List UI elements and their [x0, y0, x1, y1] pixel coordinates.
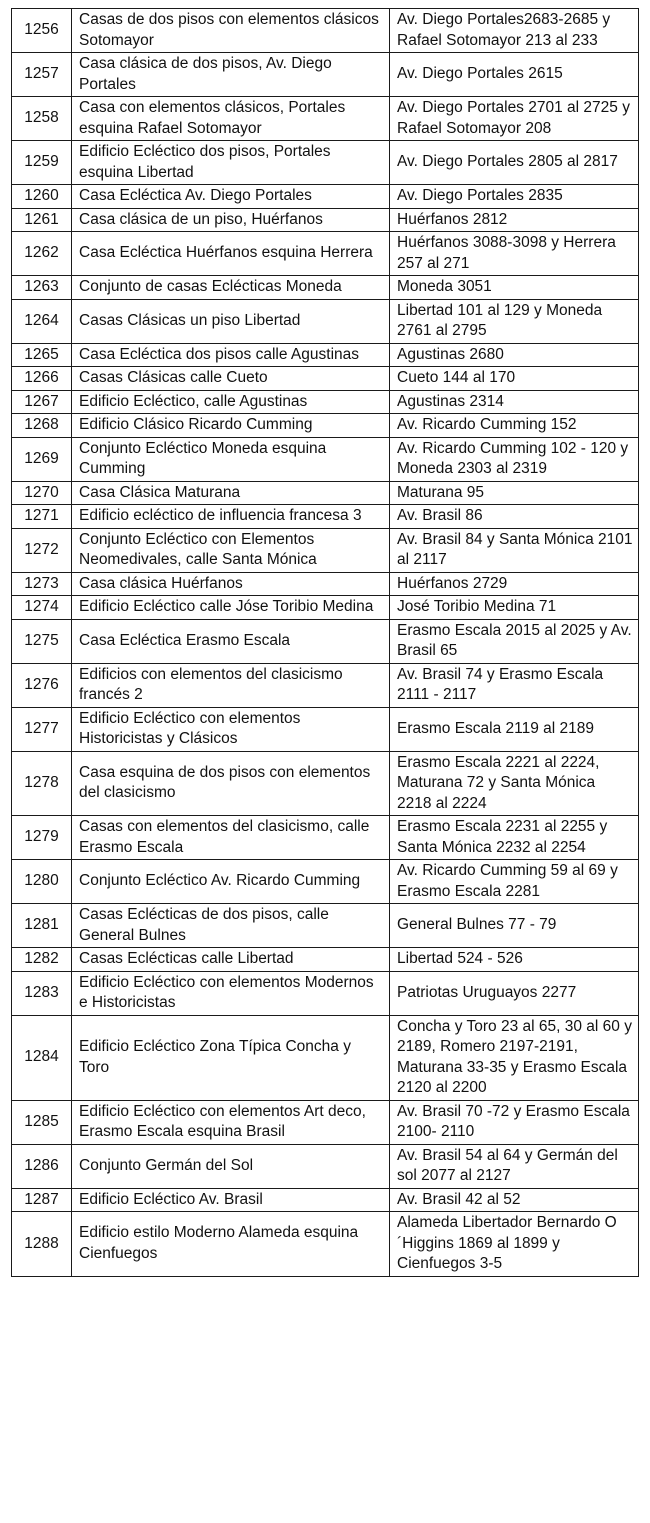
- table-row: [12, 707, 639, 751]
- row-number-cell: 1282: [12, 948, 72, 972]
- table-row: [12, 948, 639, 972]
- building-name-cell: Edificio Ecléctico con elementos Historicistas y Clásicos: [72, 707, 390, 751]
- row-number-cell: 1258: [12, 97, 72, 141]
- address-cell: General Bulnes 77 - 79: [390, 904, 639, 948]
- building-name-cell: Casa Ecléctica Av. Diego Portales: [72, 185, 390, 209]
- address-cell: Erasmo Escala 2119 al 2189: [390, 707, 639, 751]
- row-number-cell: 1285: [12, 1100, 72, 1144]
- table-row: [12, 596, 639, 620]
- table-row: [12, 860, 639, 904]
- address-cell: Av. Diego Portales 2701 al 2725 y Rafael Sotomayor 208: [390, 97, 639, 141]
- table-row: [12, 437, 639, 481]
- row-number-cell: 1264: [12, 299, 72, 343]
- heritage-buildings-table: [11, 8, 639, 1277]
- building-name-cell: Casa Ecléctica dos pisos calle Agustinas: [72, 343, 390, 367]
- address-cell: Maturana 95: [390, 481, 639, 505]
- row-number-cell: 1280: [12, 860, 72, 904]
- building-name-cell: Casa con elementos clásicos, Portales esquina Rafael Sotomayor: [72, 97, 390, 141]
- table-row: [12, 232, 639, 276]
- building-name-cell: Edificio Ecléctico dos pisos, Portales esquina Libertad: [72, 141, 390, 185]
- building-name-cell: Edificio Ecléctico, calle Agustinas: [72, 390, 390, 414]
- building-name-cell: Casa clásica Huérfanos: [72, 572, 390, 596]
- building-name-cell: Edificio Ecléctico con elementos Modernos e Historicistas: [72, 971, 390, 1015]
- building-name-cell: Casas Clásicas calle Cueto: [72, 367, 390, 391]
- address-cell: Agustinas 2680: [390, 343, 639, 367]
- table-row: [12, 97, 639, 141]
- table-row: [12, 505, 639, 529]
- address-cell: Av. Diego Portales2683-2685 y Rafael Sotomayor 213 al 233: [390, 9, 639, 53]
- address-cell: Huérfanos 2729: [390, 572, 639, 596]
- address-cell: Agustinas 2314: [390, 390, 639, 414]
- address-cell: Av. Ricardo Cumming 59 al 69 y Erasmo Escala 2281: [390, 860, 639, 904]
- row-number-cell: 1276: [12, 663, 72, 707]
- building-name-cell: Casa Clásica Maturana: [72, 481, 390, 505]
- table-row: [12, 481, 639, 505]
- address-cell: Huérfanos 3088-3098 y Herrera 257 al 271: [390, 232, 639, 276]
- row-number-cell: 1265: [12, 343, 72, 367]
- address-cell: Av. Diego Portales 2805 al 2817: [390, 141, 639, 185]
- address-cell: Huérfanos 2812: [390, 208, 639, 232]
- building-name-cell: Casas Eclécticas calle Libertad: [72, 948, 390, 972]
- row-number-cell: 1284: [12, 1015, 72, 1100]
- table-row: [12, 414, 639, 438]
- table-row: [12, 816, 639, 860]
- row-number-cell: 1269: [12, 437, 72, 481]
- building-name-cell: Edificio estilo Moderno Alameda esquina Cienfuegos: [72, 1212, 390, 1277]
- row-number-cell: 1288: [12, 1212, 72, 1277]
- table-row: [12, 1212, 639, 1277]
- table-row: [12, 141, 639, 185]
- address-cell: Av. Diego Portales 2835: [390, 185, 639, 209]
- row-number-cell: 1260: [12, 185, 72, 209]
- building-name-cell: Edificio ecléctico de influencia francesa 3: [72, 505, 390, 529]
- address-cell: Av. Brasil 54 al 64 y Germán del sol 2077 al 2127: [390, 1144, 639, 1188]
- address-cell: José Toribio Medina 71: [390, 596, 639, 620]
- table-row: [12, 276, 639, 300]
- table-body: [12, 9, 639, 1277]
- row-number-cell: 1273: [12, 572, 72, 596]
- building-name-cell: Casas Eclécticas de dos pisos, calle General Bulnes: [72, 904, 390, 948]
- row-number-cell: 1278: [12, 751, 72, 816]
- address-cell: Concha y Toro 23 al 65, 30 al 60 y 2189, Romero 2197-2191, Maturana 33-35 y Erasmo Escala 2120 al 2200: [390, 1015, 639, 1100]
- row-number-cell: 1268: [12, 414, 72, 438]
- building-name-cell: Edificio Ecléctico calle Jóse Toribio Medina: [72, 596, 390, 620]
- row-number-cell: 1263: [12, 276, 72, 300]
- table-row: [12, 572, 639, 596]
- address-cell: Erasmo Escala 2231 al 2255 y Santa Mónica 2232 al 2254: [390, 816, 639, 860]
- building-name-cell: Casas Clásicas un piso Libertad: [72, 299, 390, 343]
- table-row: [12, 528, 639, 572]
- row-number-cell: 1267: [12, 390, 72, 414]
- table-row: [12, 390, 639, 414]
- building-name-cell: Edificio Ecléctico Zona Típica Concha y Toro: [72, 1015, 390, 1100]
- table-row: [12, 1100, 639, 1144]
- table-row: [12, 971, 639, 1015]
- row-number-cell: 1261: [12, 208, 72, 232]
- building-name-cell: Casa clásica de un piso, Huérfanos: [72, 208, 390, 232]
- address-cell: Alameda Libertador Bernardo O´Higgins 1869 al 1899 y Cienfuegos 3-5: [390, 1212, 639, 1277]
- row-number-cell: 1287: [12, 1188, 72, 1212]
- table-row: [12, 663, 639, 707]
- address-cell: Cueto 144 al 170: [390, 367, 639, 391]
- address-cell: Av. Brasil 74 y Erasmo Escala 2111 - 2117: [390, 663, 639, 707]
- row-number-cell: 1272: [12, 528, 72, 572]
- table-row: [12, 343, 639, 367]
- address-cell: Libertad 524 - 526: [390, 948, 639, 972]
- row-number-cell: 1286: [12, 1144, 72, 1188]
- row-number-cell: 1259: [12, 141, 72, 185]
- row-number-cell: 1256: [12, 9, 72, 53]
- row-number-cell: 1279: [12, 816, 72, 860]
- building-name-cell: Conjunto Ecléctico con Elementos Neomedivales, calle Santa Mónica: [72, 528, 390, 572]
- row-number-cell: 1274: [12, 596, 72, 620]
- building-name-cell: Edificio Ecléctico Av. Brasil: [72, 1188, 390, 1212]
- table-row: [12, 299, 639, 343]
- table-row: [12, 208, 639, 232]
- address-cell: Patriotas Uruguayos 2277: [390, 971, 639, 1015]
- table-row: [12, 1188, 639, 1212]
- building-name-cell: Casa clásica de dos pisos, Av. Diego Portales: [72, 53, 390, 97]
- address-cell: Av. Brasil 86: [390, 505, 639, 529]
- building-name-cell: Conjunto de casas Eclécticas Moneda: [72, 276, 390, 300]
- building-name-cell: Casa esquina de dos pisos con elementos del clasicismo: [72, 751, 390, 816]
- address-cell: Av. Ricardo Cumming 152: [390, 414, 639, 438]
- building-name-cell: Conjunto Ecléctico Av. Ricardo Cumming: [72, 860, 390, 904]
- row-number-cell: 1266: [12, 367, 72, 391]
- building-name-cell: Edificio Ecléctico con elementos Art deco, Erasmo Escala esquina Brasil: [72, 1100, 390, 1144]
- table-row: [12, 185, 639, 209]
- table-row: [12, 53, 639, 97]
- address-cell: Av. Ricardo Cumming 102 - 120 y Moneda 2303 al 2319: [390, 437, 639, 481]
- address-cell: Erasmo Escala 2221 al 2224, Maturana 72 y Santa Mónica 2218 al 2224: [390, 751, 639, 816]
- table-row: [12, 751, 639, 816]
- building-name-cell: Casa Ecléctica Huérfanos esquina Herrera: [72, 232, 390, 276]
- row-number-cell: 1271: [12, 505, 72, 529]
- row-number-cell: 1283: [12, 971, 72, 1015]
- address-cell: Av. Brasil 42 al 52: [390, 1188, 639, 1212]
- address-cell: Av. Diego Portales 2615: [390, 53, 639, 97]
- row-number-cell: 1281: [12, 904, 72, 948]
- row-number-cell: 1277: [12, 707, 72, 751]
- address-cell: Av. Brasil 70 -72 y Erasmo Escala 2100- 2110: [390, 1100, 639, 1144]
- address-cell: Moneda 3051: [390, 276, 639, 300]
- table-row: [12, 9, 639, 53]
- building-name-cell: Conjunto Ecléctico Moneda esquina Cumming: [72, 437, 390, 481]
- address-cell: Av. Brasil 84 y Santa Mónica 2101 al 2117: [390, 528, 639, 572]
- building-name-cell: Casas de dos pisos con elementos clásicos Sotomayor: [72, 9, 390, 53]
- address-cell: Libertad 101 al 129 y Moneda 2761 al 2795: [390, 299, 639, 343]
- row-number-cell: 1257: [12, 53, 72, 97]
- building-name-cell: Conjunto Germán del Sol: [72, 1144, 390, 1188]
- row-number-cell: 1262: [12, 232, 72, 276]
- table-row: [12, 904, 639, 948]
- row-number-cell: 1270: [12, 481, 72, 505]
- building-name-cell: Casas con elementos del clasicismo, calle Erasmo Escala: [72, 816, 390, 860]
- building-name-cell: Casa Ecléctica Erasmo Escala: [72, 619, 390, 663]
- row-number-cell: 1275: [12, 619, 72, 663]
- table-row: [12, 367, 639, 391]
- address-cell: Erasmo Escala 2015 al 2025 y Av. Brasil 65: [390, 619, 639, 663]
- table-row: [12, 1144, 639, 1188]
- table-row: [12, 1015, 639, 1100]
- table-row: [12, 619, 639, 663]
- building-name-cell: Edificios con elementos del clasicismo francés 2: [72, 663, 390, 707]
- building-name-cell: Edificio Clásico Ricardo Cumming: [72, 414, 390, 438]
